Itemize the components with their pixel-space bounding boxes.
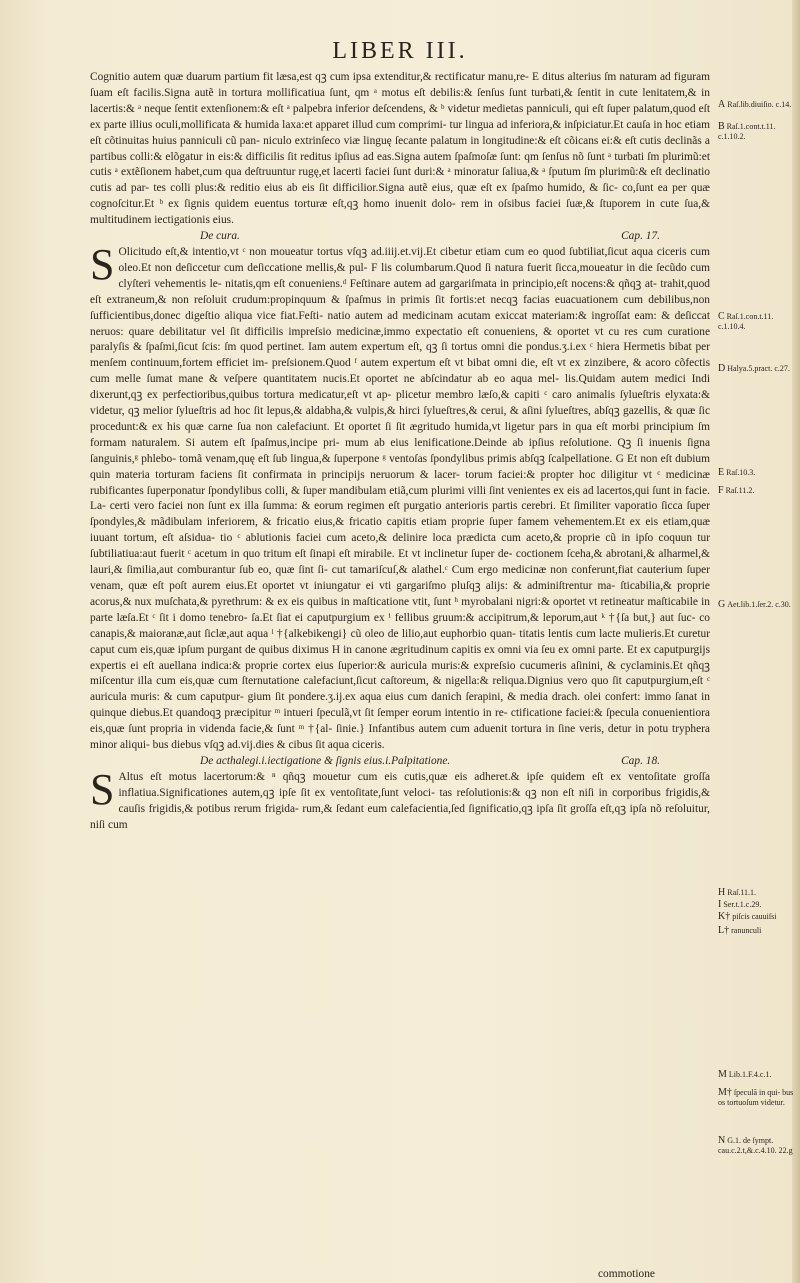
chapter-number: Cap. 18.	[621, 754, 660, 767]
paragraph-saltus	[90, 764, 710, 834]
margin-note: N G.1. de ſympt. cau.c.2.t,&.c.4.10. 22.g	[718, 1135, 793, 1155]
paragraph-body: Altus eſt motus lacertorum:& ⁿ qñqꝫ mouetur cum eis cutis,quæ eis adheret.& ipſe quidem eſt ex ventoſitate groſſa inflatiua.Significationes autem,qꝫ ipſe ſit ex ventoſitate,ſunt veloci- tas reſolutionis:& qꝫ non eſt niſi in corporibus frigidis,& cauſis frigidis,& potibus rerum frigida- rum,& ſedant eum calefacientia,ſed ſignificatio,qꝫ ipſa ſit groſſa eſt,qꝫ ipſa nõ reſoluitur, niſi cum	[90, 770, 710, 831]
margin-note: D Halya.5.pract. c.27.	[718, 363, 790, 374]
margin-note: M Lib.1.F.4.c.1.	[718, 1069, 772, 1080]
page-header: LIBER III.	[332, 38, 468, 64]
drop-cap-letter: S	[90, 764, 115, 814]
paragraph-cognitio: Cognitio autem quæ duarum partium fit læsa,est qꝫ cum ipsa extenditur,& rectificatur manu,re- E ditus alterius ſm naturam ad figuram ſuam eſt facilis.Signa autẽ in tortura mollificatiua ſunt, qm ᵃ motus eſt debilis:& ſenſus ſunt turbati,& ſentit in cute lenitatem,& in lacertis:& ᵃ neque ſentit extenſionem:& eſt ᵃ palpebra inferior deſcendens, & ᵇ videtur medietas panniculi, qui eſt ſuper palatum,quod eſt ex parte illius oculi,mollificata & humida laxa:et apparet illud cum comprimi- tur lingua ad inferiora,& inſpiciatur.Et cauſa in hoc etiam eſt cõtinuitas huius panniculi cũ pan- niculo extrinſeco viæ linguę ſecante palatum in longitudine:& eſt cõicans ei:& eſt cutis declinãs a partibus colli:& elõgatur in eis:& difficilis ſit reditus ipſius ad eas.Signa autem ſpaſmoſæ ſunt: qm ſenſus nõ ſunt ᵃ turbati ſm plurimũ:et cutis ᵃ extẽſionem habet,cum qua deſtruuntur rugę,et lacerti faciei ſunt duri:& ᵃ minoratur ſaliua,& ᵃ ſputum ſm plurimũ:& eſt declinatio cutis ad par- tes colli plus:& reditio eius ab eis ſit difficilior.Signa autẽ eius, quæ eſt ex ſpaſmo humido, & ſic- co,ſunt ea per quæ cognoſcitur.Et ᵇ ex ſignis quidem euentus torturæ eſt,qꝫ homo inuenit dolo- rem in oſsibus faciei ſuæ,& ſtuporem in cute ſua,& multitudinem iectigationis eius.	[90, 71, 710, 227]
paragraph-solicitudo	[90, 239, 710, 754]
rubric-title: De acthalegi.i.iectigatione & ſignis eius.i.Palpitatione.	[200, 754, 451, 767]
margin-note: G Aet.lib.1.ſer.2. c.30.	[718, 599, 791, 610]
rubric-title: De cura.	[200, 230, 240, 243]
margin-note: E Raſ.10.3.	[718, 467, 756, 478]
rubric-palpitatione	[90, 754, 710, 770]
catchword: commotione	[598, 1268, 655, 1280]
chapter-number: Cap. 17.	[621, 230, 660, 243]
paragraph-body: Olicitudo eſt,& intentio,vt ᶜ non moueatur tortus vſqꝫ ad.iiij.et.vij.Et cibetur etiam cum eo quod ſubtiliat,ſicut aqua ciceris cum oleo.Et non deſiccetur cum deſiccatione mellis,& pul- F lis columbarum.Quod ſi natura fuerit ſicca,moueatur in die ſecũdo cum clyſteri vehementis le- nitatis,qm eſt conueniens.ᵈ Feſtinare autem ad gargariſmata in principio,eſt nocens:& qñqꝫ at- trahit,quod eſt extraneum,& non reſoluit crudum:propinquum & ſpaſmus in primis ſit fortis:et necqꝫ facias euacuationem cum debilibus,non ſufficientibus,donec digeſtio aliqua vice fiat.Feſti- natio autem ad medicinam acutam exiccat materiam:& ingroſſat eam: & deſiccat neruos: quare debilitatur vel ſit difficilis impreſsio medicinæ,immo expectatio eſt conueniens, & oportet vt cu res cum curatione paralyſis & ſpaſmi,ſicut ſcis: ſm quod pertinet. Iam autem expertum eſt, qꝫ ſi tortus omni die pondus.ʒ.i.ex ᶜ hiera Hermetis bibat per menſem continuum,fortem efficiet im- preſsionem.Quod ᶠ autem expertum eſt vt bibat omni die, eſt vt ex zinzibere, & acoro cõfectis cum melle ſumat mane & veſpere quantitatem nucis.Et oportet ne abſcindatur ab eo aqua mel- lis.Quidam autem medici Indi dixerunt,qꝫ ex perfectioribus,quibus tortura medicatur,eſt vt ap- plicetur membro læſo,& capiti ᶜ caro animalis ſylueſtris elyxata:& videtur, qꝫ melior ſylueſtris ad hoc ſit lepus,& aldabha,& vulpis,& hirci ſylueſtres,& cerui, & aſini ſylueſtres, abſqꝫ gazellis, & quæ ſic procedunt:& ex his quæ carne ſua non calefaciunt. Et oportet ſi ſit ægritudo humida,vt ligetur pars in qua eſt morbi principium ſm formam naturalem. Si autem eſt ſpaſmus,incipe pri- mum ab eius lenificatione.Deinde ab ipſius reſolutione. Qꝫ ſi inuenis ſigna ſanguinis,ᵍ phlebo- tomã venam,quę eſt ſub lingua,& ſuperpone ᵍ ventoſas ſpondylibus primis abſqꝫ ſcalpellatione. G Et non eſt dubium quin materia torturam faciens ſit confirmata in principijs neruorum & lacer- torum faciei:& propter hoc diligitur vt ᶜ medicinæ rubificantes ſuperponatur ſpondylibus colli, & ſuper mandibulam etiã,cum plurimi villi ſint venientes ex eis ad lacertos,qui ſunt in facie. La- certi vero faciei non ſunt ex illa ſumma: & eorum regimen eſt purgatio anterioris partis cerebri. Et ſimiliter vaporatio ſicca ſuper ſpondyles,& mãdibulam inferiorem, & fricatio eius,& fricatio capitis etiam proprie ſuper famem vehementem.Et ex eis etiam,quæ iuuant tortum, eſt aſsidua- tio ᶜ ablutionis faciei cum aceto,& delinire loca prædicta cum aceto,& proprie cũ in ipſo coquun tur ſubtiliatiua:aut fuerit ᶜ acetum in quo tritum eſt ſinapi eſt mirabile. Et vt inclinetur ſuper de- coctionem ſceha,& abrotani,& alharmel,& lauri,& ſimilia,aut comburantur ſub eo, quæ ſint ſi- cut tamariſcuſ,& alathel.ᶜ Cum ergo medicinæ non conferunt,fiat cauterium ſuper venam, quæ eſt poſt aurem eius.Et oportet vt iniungatur ei vti gargariſmo pluſqꝫ alijs: & adminiſtrentur ma- ſticabilia,& proprie acorus,& nux muſchata,& pyrethrum: & ex eis quibus in maſticatione vtit, ſunt ʰ myrobalani nigri:& oportet vt retineatur maſticabile in parte læſa.Et ᶜ ſit i domo tenebro- ſa.Et ſiat ei caputpurgium ex ⁱ fellibus gruum:& accipitrum,& leporum,aut ᵏ †{ſa but,} aut ſuc- co canapis,& maioranæ,aut ſiclæ,aut aqua ˡ †{alkebikengi} cũ oleo de lilio,aut euphorbio quan- titatis lentis cum lacte mulieris.Et curetur caput cum eis,quæ ipſum purgant de quibus diximus H in canone ægritudinum capitis ex omni via ſeu ex omni parte. Et ex caputpurgijs expertis ei eſt auellana indica:& proprie cortex eius ſuperior:& auricula muris:& expreſsio cucumeris aſinini, & cyclaminis.Et qñqꝫ miſcentur illa cum eis,quæ cum ſternutatione calefaciunt,ſicut caſtoreum, & nigella:& reliqua.Dignius vero quo ſit caputpurgium,eſt ᶜ auricula muris: & cum caputpur- gium ſit pondere.ʒ.ij.ex aqua eius cum danich ſerapini, & media drach. olei confert: immo ſanat in quinque diebus.Et quandoqꝫ præcipitur ᵐ intueri ſpeculã,vt ſit ſemper eorum intentio in re- ctificatione faciei:& ſpecula conuenientiora eis,quæ ſunt propria in videnda facie,& ſunt ᵐ †{al- ſinie.} Infantibus autem cum aduenit tortura in ſine veris, detur in potu tryphera minor aliqui- bus diebus vſqꝫ ad.vij.dies & cibus ſit aqua ciceris.	[90, 245, 710, 752]
margin-note: H Raſ.11.1.	[718, 887, 757, 898]
margin-note: I Ser.t.1.c.29.	[718, 899, 762, 910]
margin-note: C Raſ.1.con.t.11. c.1.10.4.	[718, 311, 774, 331]
rubric-de-cura	[90, 229, 710, 245]
margin-note: F Raſ.11.2.	[718, 485, 755, 496]
margin-note: B Raſ.1.cont.t.11. c.1.10.2.	[718, 121, 776, 141]
main-text-column	[90, 70, 710, 834]
margin-note: L† ranunculi	[718, 925, 762, 936]
margin-note: A Raſ.lib.diuiſio. c.14.	[718, 99, 792, 110]
margin-note: M† ſpeculã in qui- bus os tortuoſum videtur.	[718, 1087, 794, 1107]
drop-cap-letter: S	[90, 239, 115, 289]
margin-note: K† piſcis cauuiſsi	[718, 911, 777, 922]
